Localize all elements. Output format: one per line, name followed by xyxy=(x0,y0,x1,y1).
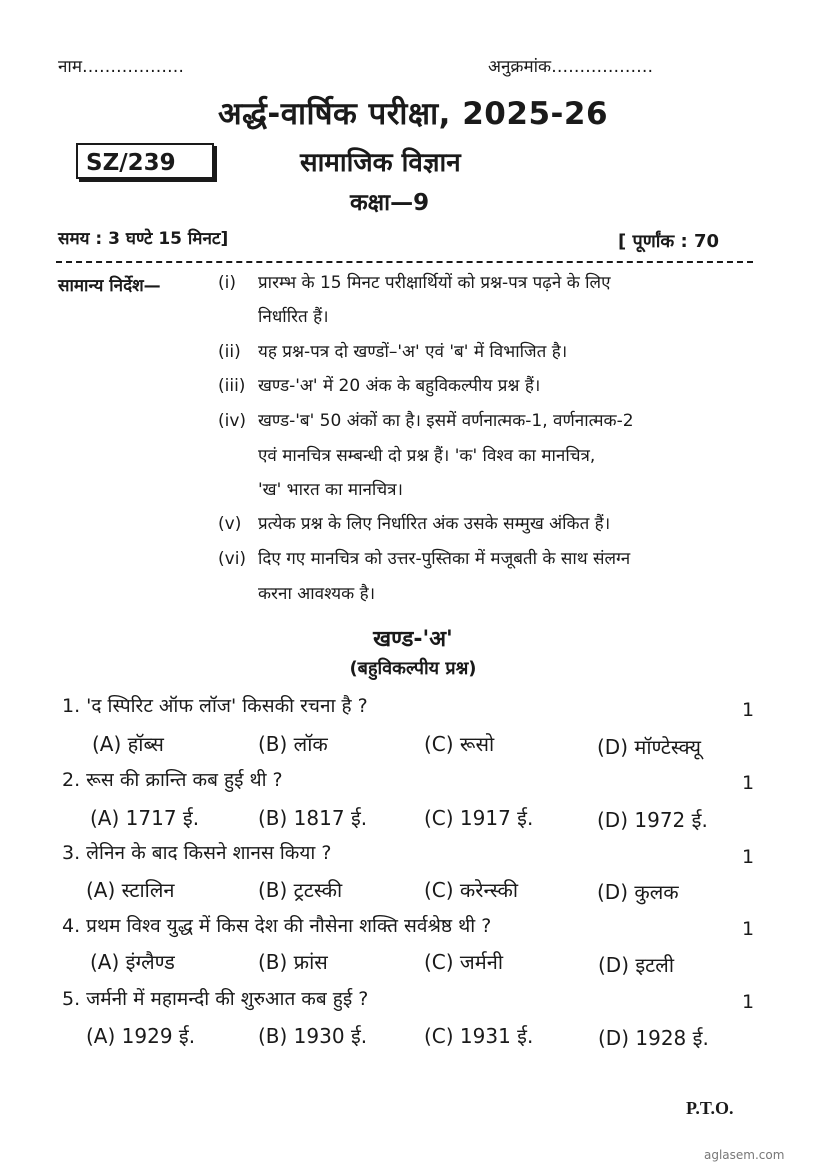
option-a: (A) स्टालिन xyxy=(86,878,175,902)
option-d: (D) 1928 ई. xyxy=(598,1026,709,1050)
instruction-line: यह प्रश्न-पत्र दो खण्डों–'अ' एवं 'ब' में विभाजित है। xyxy=(258,342,568,362)
option-b: (B) लॉक xyxy=(258,732,328,756)
option-a: (A) 1929 ई. xyxy=(86,1024,196,1048)
option-d: (D) कुलक xyxy=(597,880,679,904)
option-d: (D) इटली xyxy=(598,953,675,977)
max-marks: [ पूर्णांक : 70 xyxy=(618,231,719,252)
instruction-line: प्रारम्भ के 15 मिनट परीक्षार्थियों को प्रश्न-पत्र पढ़ने के लिए xyxy=(258,273,611,293)
watermark: aglasem.com xyxy=(704,1148,785,1162)
instruction-number: (v) xyxy=(218,514,242,534)
question-text: 3. लेनिन के बाद किसने शानस किया ? xyxy=(62,842,332,864)
option-c: (C) रूसो xyxy=(424,732,495,756)
exam-title: अर्द्ध-वार्षिक परीक्षा, 2025-26 xyxy=(217,96,609,132)
name-field: नाम……………… xyxy=(58,57,185,77)
subject-title: सामाजिक विज्ञान xyxy=(300,148,461,178)
question-marks: 1 xyxy=(742,846,755,868)
time-allowed: समय : 3 घण्टे 15 मिनट] xyxy=(58,229,229,249)
question-text: 1. 'द स्पिरिट ऑफ लॉज' किसकी रचना है ? xyxy=(62,695,368,717)
instruction-number: (i) xyxy=(218,273,236,293)
instruction-line: खण्ड-'अ' में 20 अंक के बहुविकल्पीय प्रश्न हैं। xyxy=(258,376,541,396)
section-subtitle: (बहुविकल्पीय प्रश्न) xyxy=(349,658,477,679)
question-marks: 1 xyxy=(742,918,755,940)
instructions-heading: सामान्य निर्देश— xyxy=(58,276,161,296)
question-text: 2. रूस की क्रान्ति कब हुई थी ? xyxy=(62,769,283,791)
paper-code-box: SZ/239 xyxy=(76,143,214,179)
instruction-line: करना आवश्यक है। xyxy=(258,584,376,604)
option-d: (D) 1972 ई. xyxy=(597,808,708,832)
option-d: (D) मॉण्टेस्क्यू xyxy=(597,735,701,759)
instruction-line: दिए गए मानचित्र को उत्तर-पुस्तिका में मजूबती के साथ संलग्न xyxy=(258,549,631,569)
instruction-line: एवं मानचित्र सम्बन्धी दो प्रश्न हैं। 'क' विश्व का मानचित्र, xyxy=(258,446,596,466)
option-b: (B) 1817 ई. xyxy=(258,806,368,830)
header-divider xyxy=(56,261,753,263)
option-a: (A) हॉब्स xyxy=(92,732,164,756)
instruction-line: 'ख' भारत का मानचित्र। xyxy=(258,480,403,500)
option-b: (B) फ्रांस xyxy=(258,950,328,974)
roll-number-field: अनुक्रमांक……………… xyxy=(488,57,654,77)
option-a: (A) इंग्लैण्ड xyxy=(90,950,175,974)
page-turn-note: P.T.O. xyxy=(686,1098,734,1118)
option-a: (A) 1717 ई. xyxy=(90,806,200,830)
question-text: 4. प्रथम विश्व युद्ध में किस देश की नौसेना शक्ति सर्वश्रेष्ठ थी ? xyxy=(62,915,492,937)
question-marks: 1 xyxy=(742,991,755,1013)
option-c: (C) 1931 ई. xyxy=(424,1024,534,1048)
instruction-number: (iv) xyxy=(218,411,247,431)
instruction-number: (iii) xyxy=(218,376,246,396)
option-c: (C) जर्मनी xyxy=(424,950,504,974)
option-c: (C) करेन्स्की xyxy=(424,878,519,902)
question-marks: 1 xyxy=(742,699,755,721)
option-b: (B) 1930 ई. xyxy=(258,1024,368,1048)
instruction-line: निर्धारित हैं। xyxy=(258,307,329,327)
instruction-number: (vi) xyxy=(218,549,247,569)
option-c: (C) 1917 ई. xyxy=(424,806,534,830)
question-text: 5. जर्मनी में महामन्दी की शुरुआत कब हुई ? xyxy=(62,988,369,1010)
instruction-line: प्रत्येक प्रश्न के लिए निर्धारित अंक उसके सम्मुख अंकित हैं। xyxy=(258,514,611,534)
question-marks: 1 xyxy=(742,772,755,794)
instruction-number: (ii) xyxy=(218,342,241,362)
option-b: (B) ट्रटस्की xyxy=(258,878,343,902)
class-label: कक्षा—9 xyxy=(350,190,430,216)
section-title: खण्ड-'अ' xyxy=(373,627,453,652)
instruction-line: खण्ड-'ब' 50 अंकों का है। इसमें वर्णनात्मक-1, वर्णनात्मक-2 xyxy=(258,411,634,431)
